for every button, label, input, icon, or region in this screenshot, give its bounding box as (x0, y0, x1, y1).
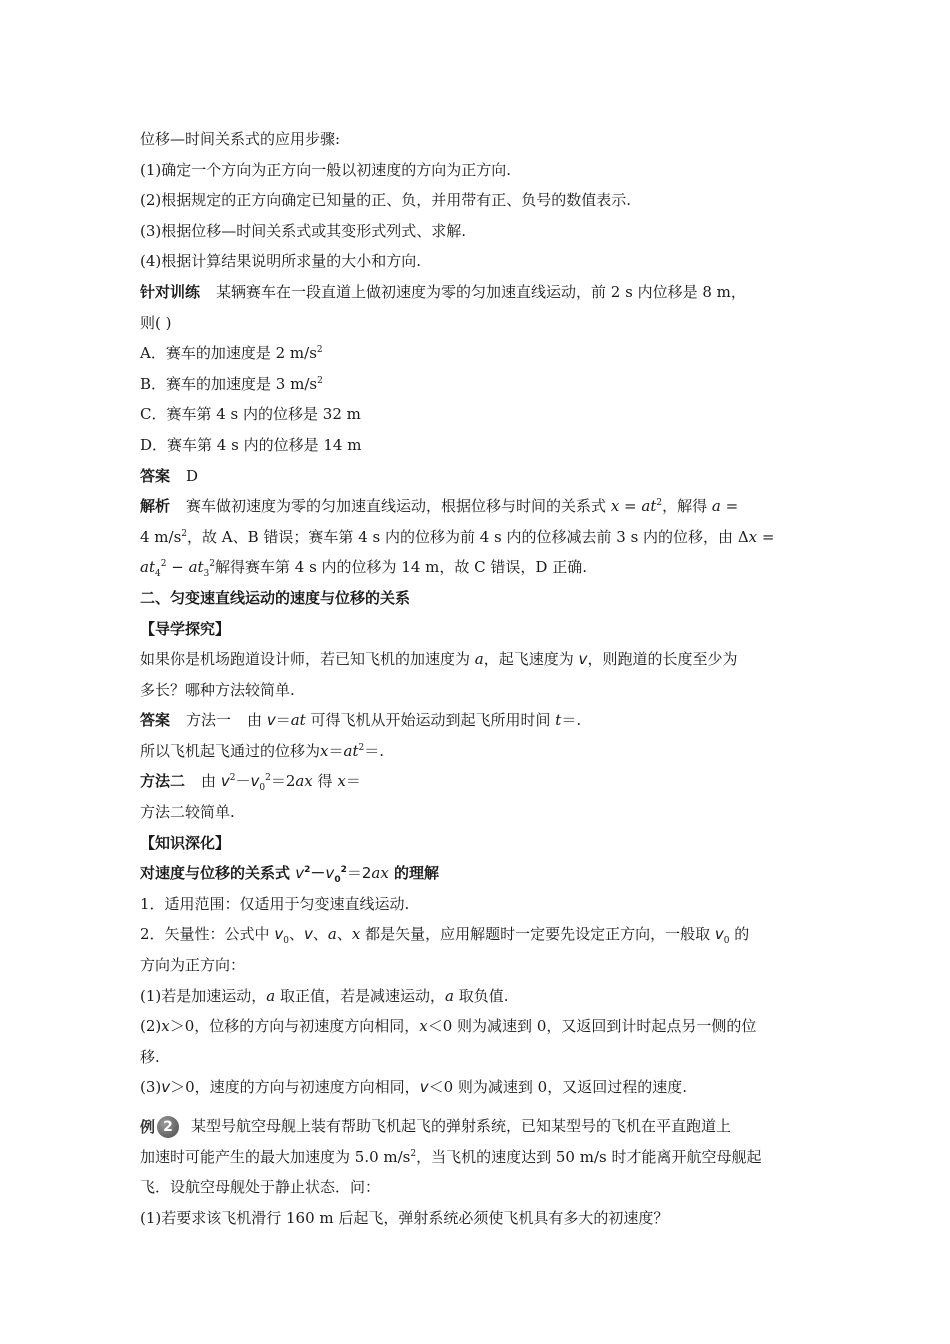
practice-stem-cont: 则( ) (140, 313, 172, 332)
method-two-line: 方法二 由 $v^2-v_0^2=2ax$ 得 x＝ (140, 772, 361, 794)
deepen-item-2-cont: 方向为正方向： (140, 956, 246, 975)
option-d: D．赛车第 4 s 内的位移是 14 m (140, 435, 362, 454)
example-badge: 例 2 (140, 1112, 179, 1143)
displacement-line: 所以飞机起飞通过的位移为$x=at^2=$. (140, 741, 384, 760)
step-2: (2)根据规定的正方向确定已知量的正、负，并用带有正、负号的数值表示. (140, 191, 632, 210)
explore-question-1: 如果你是机场跑道设计师，若已知飞机的加速度为 a，起飞速度为 v，则跑道的长度至少为 (140, 650, 738, 669)
analysis-line-2: 4 $m/s^2$，故 A、B 错误；赛车第 4 s 内的位移为前 4 s 内的位移减去前 3 s 内的位移，由 Δx = (140, 527, 775, 546)
deepen-tag: 【知识深化】 (140, 833, 231, 852)
analysis-line-3: $at_4^2 - at_3^2$解得赛车第 4 s 内的位移为 14 m，故 C 错误，D 正确. (140, 558, 587, 580)
explore-question-2: 多长？哪种方法较简单. (140, 680, 295, 699)
example-question-1: (1)若要求该飞机滑行 160 m 后起飞，弹射系统必须使飞机具有多大的初速度？ (140, 1208, 669, 1227)
example-number-icon: 2 (157, 1116, 179, 1138)
example-line-2: 加速时可能产生的最大加速度为 5.0 $m/s^2$，当飞机的速度达到 50 m/s 时才能离开航空母舰起 (140, 1147, 762, 1166)
document-page (140, 124, 812, 1233)
step-4: (4)根据计算结果说明所求量的大小和方向. (140, 252, 422, 271)
step-1: (1)确定一个方向为正方向一般以初速度的方向为正方向. (140, 160, 512, 179)
analysis-line-1: 解析 赛车做初速度为零的匀加速直线运动，根据位移与时间的关系式 $x = at^2$，解得 a = (140, 497, 739, 516)
example-line-3: 飞．设航空母舰处于静止状态．问： (140, 1178, 381, 1197)
example-line-1: 例 2 某型号航空母舰上装有帮助飞机起飞的弹射系统，已知某型号的飞机在平直跑道上 (140, 1111, 812, 1142)
step-3: (3)根据位移—时间关系式或其变形式列式、求解. (140, 221, 467, 240)
deepen-item-1: 1．适用范围：仅适用于匀变速直线运动. (140, 894, 410, 913)
deepen-sub-2-cont: 移. (140, 1047, 160, 1066)
option-c: C．赛车第 4 s 内的位移是 32 m (140, 405, 361, 424)
practice-stem: 针对训练 某辆赛车在一段直道上做初速度为零的匀加速直线运动，前 2 s 内位移是 8 m， (140, 282, 746, 301)
deepen-title: 对速度与位移的关系式 $v^2-v_0^2=2ax$ 的理解 (140, 864, 440, 886)
deepen-item-2: 2．矢量性：公式中 $v_0$、v、a、x 都是矢量，应用解题时一定要先设定正方向，一般取 $v_0$ 的 (140, 925, 750, 947)
method-two-simpler: 方法二较简单. (140, 803, 235, 822)
deepen-sub-1: (1)若是加速运动，a 取正值，若是减速运动，a 取负值. (140, 986, 509, 1005)
explore-tag: 【导学探究】 (140, 619, 231, 638)
section-title: 二、匀变速直线运动的速度与位移的关系 (140, 588, 411, 607)
explore-answer: 答案 方法一 由 v＝at 可得飞机从开始运动到起飞所用时间 t＝. (140, 711, 582, 730)
practice-answer: 答案 D (140, 466, 199, 485)
option-a: A．赛车的加速度是 2 $m/s^2$ (140, 344, 323, 363)
steps-heading: 位移—时间关系式的应用步骤: (140, 130, 341, 148)
deepen-sub-2: (2)x＞0，位移的方向与初速度方向相同，x＜0 则为减速到 0，又返回到计时起点另一侧的位 (140, 1017, 757, 1036)
deepen-sub-3: (3)v＞0，速度的方向与初速度方向相同，v＜0 则为减速到 0，又返回过程的速度. (140, 1078, 687, 1097)
option-b: B．赛车的加速度是 3 $m/s^2$ (140, 374, 323, 393)
